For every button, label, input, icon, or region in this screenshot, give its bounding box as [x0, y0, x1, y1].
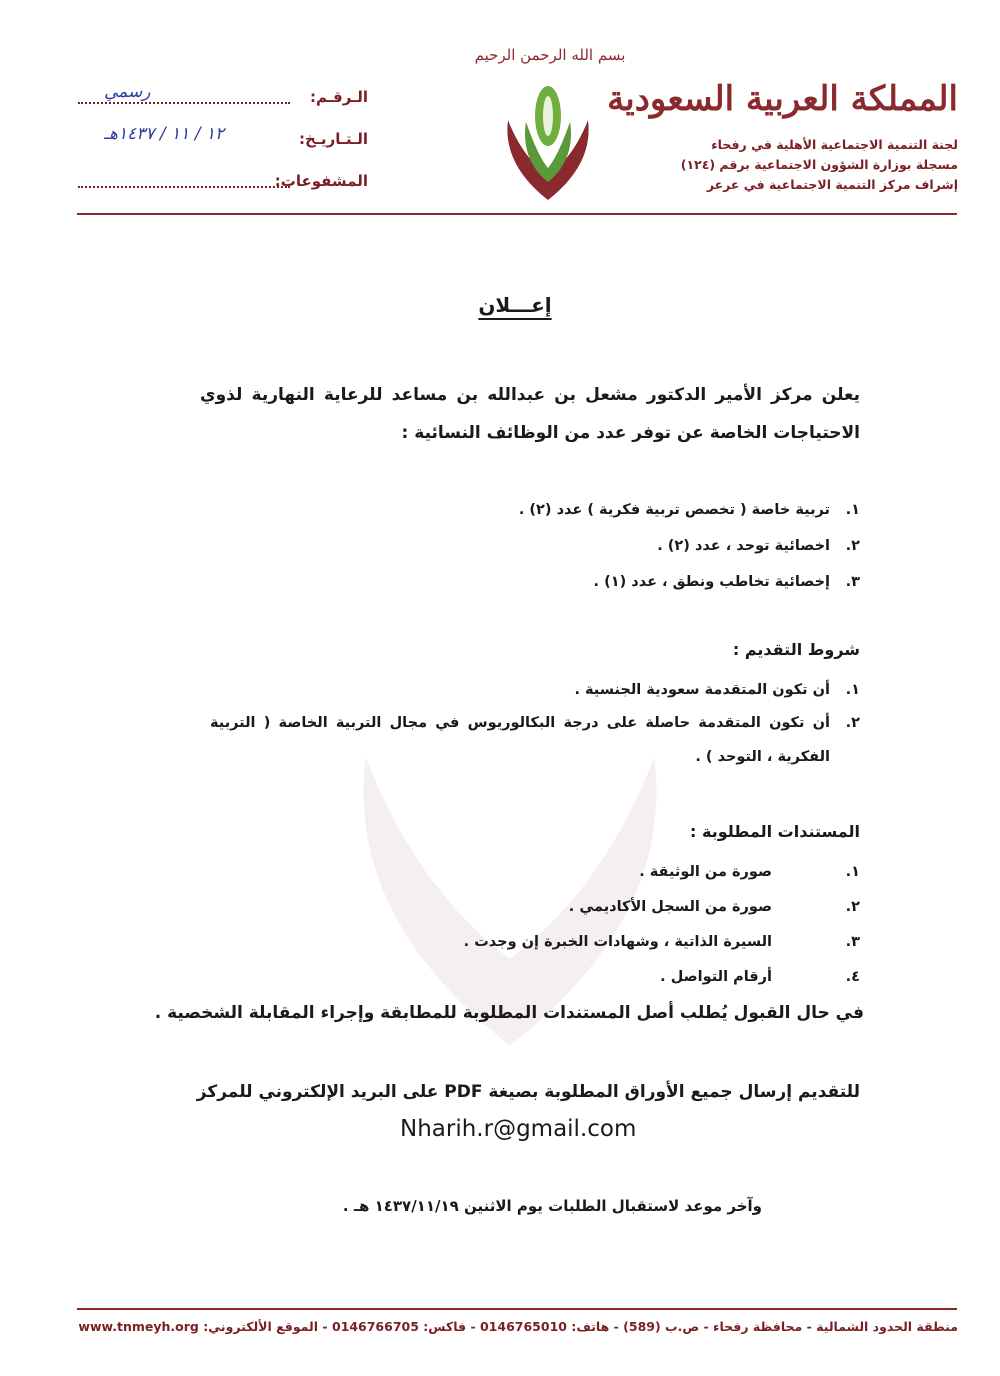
list-number: ٢.: [845, 538, 860, 554]
reference-number-label: الـرقـم:: [310, 88, 368, 106]
footer-divider: [77, 1308, 957, 1310]
org-name-line: لجنة التنمية الاجتماعية الأهلية في رفحاء: [711, 137, 958, 152]
announcement-title: إعـــلان: [478, 293, 552, 317]
document-item: السيرة الذاتية ، وشهادات الخبرة إن وجدت .: [463, 934, 772, 950]
date-label: الـتـاريـخ:: [299, 130, 368, 148]
attachments-row: [78, 172, 368, 198]
document-item: أرقام التواصل .: [660, 969, 772, 985]
dotted-line: [78, 102, 290, 104]
org-supervision-line: إشراف مركز التنمية الاجتماعية في عرعر: [706, 177, 958, 192]
list-number: ١.: [845, 682, 860, 698]
document-item: صورة من الوثيقة .: [639, 864, 772, 880]
reference-number-row: [78, 82, 368, 114]
basmala: بسم الله الرحمن الرحيم: [474, 46, 626, 64]
kingdom-title: المملكة العربية السعودية: [607, 79, 958, 119]
announcement-intro: يعلن مركز الأمير الدكتور مشعل بن عبدالله بن مساعد للرعاية النهارية لذوي الاحتياجات الخاصة عن توفر عدد من الوظائف النسائية :: [200, 385, 860, 443]
attachments-label: المشفوعات:: [274, 172, 368, 190]
acceptance-note: في حال القبول يُطلب أصل المستندات المطلوبة للمطابقة وإجراء المقابلة الشخصية .: [154, 1003, 864, 1023]
organization-logo: [500, 82, 596, 204]
date-row: [78, 124, 368, 156]
list-number: ١.: [845, 502, 860, 518]
list-number: ٣.: [845, 574, 860, 590]
org-registration-line: مسجلة بوزارة الشؤون الاجتماعية برقم (١٢٤): [680, 157, 958, 172]
list-number: ٢.: [845, 899, 860, 915]
contact-email-link[interactable]: Nharih.r@gmail.com: [400, 1116, 637, 1142]
list-number: ٢.: [845, 715, 860, 731]
job-item: إخصائية تخاطب ونطق ، عدد (١) .: [593, 574, 830, 590]
list-number: ٤.: [845, 969, 860, 985]
dotted-line: [78, 186, 290, 188]
document-item: صورة من السجل الأكاديمي .: [568, 899, 772, 915]
condition-item: أن تكون المتقدمة حاصلة على درجة البكالوريوس في مجال التربية الخاصة ( التربية الفكرية ، التوحد ) .: [210, 715, 830, 765]
job-item: تربية خاصة ( تخصص تربية فكرية ) عدد (٢) .: [518, 502, 830, 518]
date-value: ١٢ / ١١ / ١٤٣٧هـ: [104, 124, 225, 144]
documents-heading: المستندات المطلوبة :: [690, 822, 860, 841]
reference-number-value: رسمي: [104, 82, 151, 102]
list-number: ٣.: [845, 934, 860, 950]
conditions-heading: شروط التقديم :: [732, 640, 860, 659]
list-number: ١.: [845, 864, 860, 880]
application-instructions: للتقديم إرسال جميع الأوراق المطلوبة بصيغة PDF على البريد الإلكتروني للمركز: [196, 1082, 860, 1102]
footer-contact-info: منطقة الحدود الشمالية - محافظة رفحاء - ص.ب (589) - هاتف: 0146765010 - فاكس: 0146766705 - الموقع الألكتروني: www.tnmeyh.org: [78, 1319, 958, 1334]
deadline-note: وآخر موعد لاستقبال الطلبات يوم الاثنين ١٤٣٧/١١/١٩ هـ .: [342, 1197, 762, 1215]
header-divider: [77, 213, 957, 215]
condition-item: أن تكون المتقدمة سعودية الجنسية .: [574, 682, 830, 698]
job-item: اخصائية توحد ، عدد (٢) .: [657, 538, 830, 554]
